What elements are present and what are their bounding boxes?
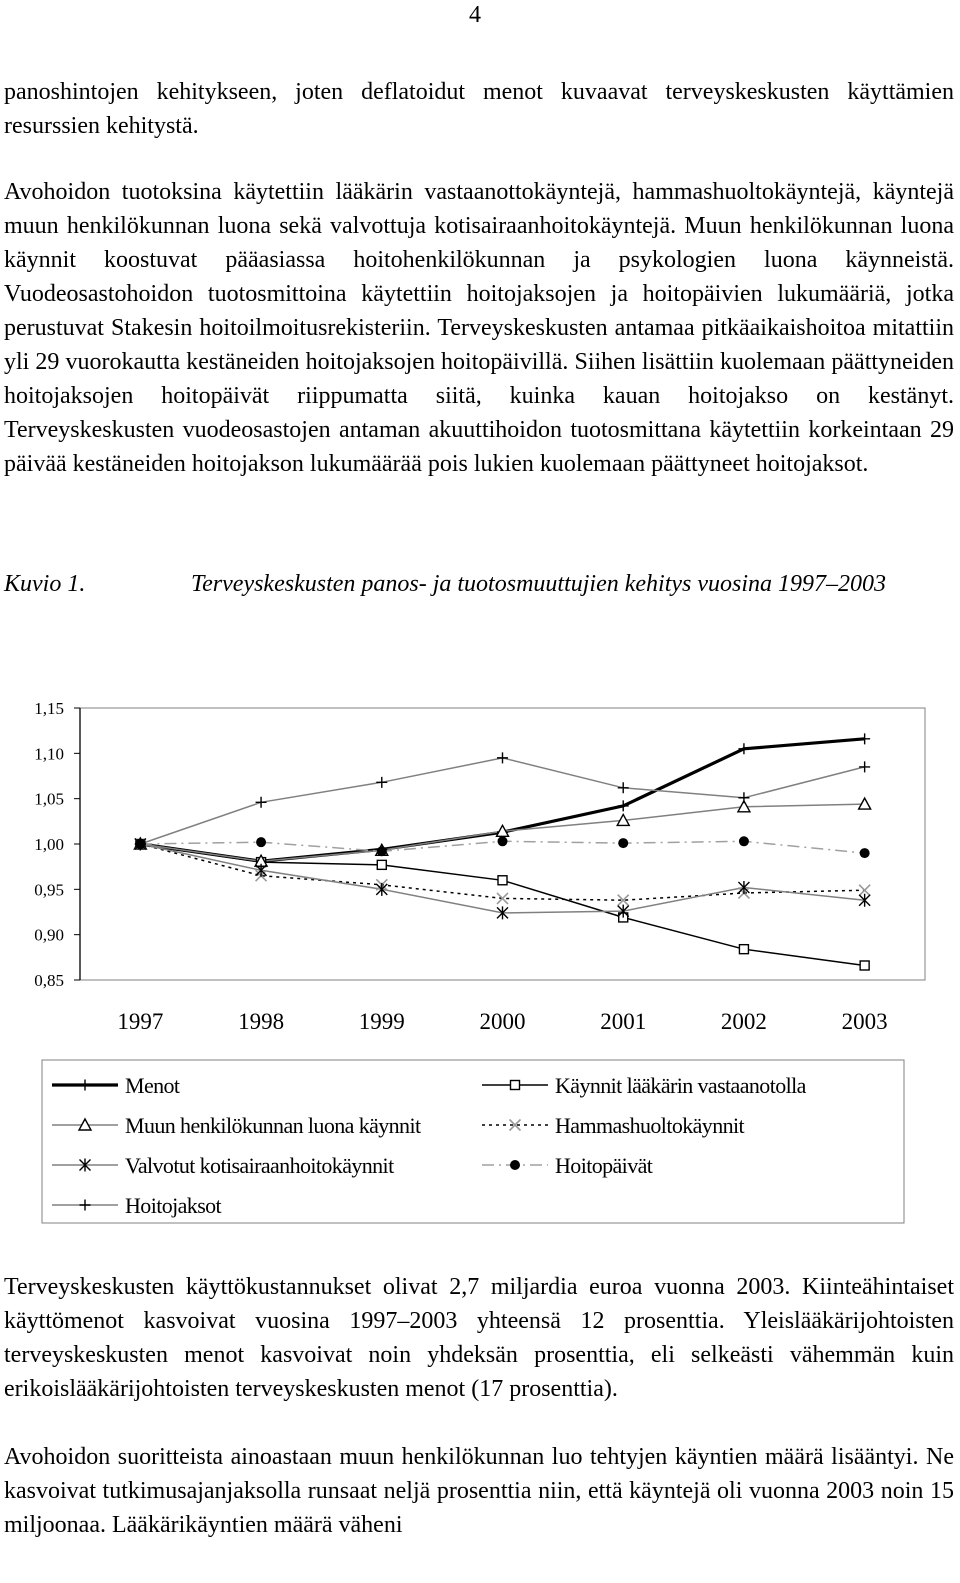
paragraph-4: Avohoidon suoritteista ainoastaan muun henkilökunnan luo tehtyjen käyntien määrä lisääntyi. Ne kasvoivat tutkimusajanjaksolla runsaat neljä prosenttia niin, että käyntejä oli vuonna 2003 noin 15 miljoonaa. Lääkärikäyntien määrä väheni xyxy=(4,1444,954,1538)
line-chart xyxy=(0,680,960,1240)
y-tick-label: 0,95 xyxy=(34,880,64,900)
series-2-point xyxy=(739,945,748,954)
series-6-point xyxy=(256,837,266,847)
legend-label: Valvotut kotisairaanhoitokäynnit xyxy=(125,1153,394,1178)
series-2-point xyxy=(860,961,869,970)
x-tick-label: 1998 xyxy=(238,1009,285,1034)
figure-title: Terveyskeskusten panos- ja tuotosmuuttujien kehitys vuosina 1997–2003 xyxy=(191,571,887,597)
series-6-point xyxy=(498,836,508,846)
series-6-point xyxy=(618,838,628,848)
series-7-point xyxy=(376,777,387,788)
series-7-point xyxy=(618,782,629,793)
x-tick-label: 2003 xyxy=(841,1009,888,1034)
paragraph-3: Terveyskeskusten käyttökustannukset olivat 2,7 miljardia euroa vuonna 2003. Kiinteähintaiset käyttömenot kasvoivat vuosina 1997–2003 yhteensä 12 prosenttia. Yleislääkärijohtoisten terveyskeskusten menot kasvoivat noin yhdeksän prosenttia, eli selkeästi vähemmän kuin erikoislääkärijohtoisten terveyskeskusten menot (17 prosenttia). xyxy=(4,1274,954,1402)
paragraph-1: panoshintojen kehitykseen, joten deflatoidut menot kuvaavat terveyskeskusten käyttämien resurssien kehitystä. xyxy=(4,79,954,139)
y-tick-label: 1,05 xyxy=(34,789,64,809)
x-tick-label: 2002 xyxy=(720,1009,767,1034)
y-tick-label: 1,10 xyxy=(34,744,64,764)
series-2-point xyxy=(377,860,386,869)
y-tick-label: 1,00 xyxy=(34,835,64,854)
y-tick-label: 1,15 xyxy=(34,699,64,718)
series-1-point xyxy=(859,733,870,744)
x-tick-label: 1999 xyxy=(358,1009,405,1034)
legend-label: Hoitopäivät xyxy=(555,1153,653,1178)
legend-label: Hammashuoltokäynnit xyxy=(555,1113,745,1138)
series-2-point xyxy=(498,876,507,885)
page-number-text: 4 xyxy=(469,2,481,28)
series-7-point xyxy=(497,752,508,763)
y-tick-label: 0,85 xyxy=(34,971,64,990)
legend-label: Hoitojaksot xyxy=(125,1193,222,1218)
series-7-point xyxy=(859,761,870,772)
series-6-point xyxy=(377,846,387,856)
series-6-point xyxy=(860,848,870,858)
x-tick-label: 2000 xyxy=(479,1009,526,1034)
series-1-point xyxy=(618,800,629,811)
series-7-point xyxy=(738,792,749,803)
page-number xyxy=(0,2,960,29)
x-tick-label: 1997 xyxy=(117,1009,164,1034)
series-1-point xyxy=(738,743,749,754)
series-4-line xyxy=(140,844,864,900)
series-6-point xyxy=(739,836,749,846)
legend-label: Muun henkilökunnan luona käynnit xyxy=(125,1113,421,1138)
y-tick-label: 0,90 xyxy=(34,925,64,945)
figure-label: Kuvio 1. xyxy=(4,571,86,597)
x-tick-label: 2001 xyxy=(600,1009,647,1034)
series-2-line xyxy=(140,844,864,966)
legend-label: Käynnit lääkärin vastaanotolla xyxy=(555,1073,806,1098)
legend-swatch-marker xyxy=(511,1081,520,1090)
paragraph-2: Avohoidon tuotoksina käytettiin lääkärin vastaanottokäyntejä, hammashuoltokäyntejä, käyntejä muun henkilökunnan luona sekä valvottuja kotisairaanhoitokäyntejä. Muun henkilökunnan luona käynnit koostuvat pääasiassa hoitohenkilökunnan ja psykologien luona käynneistä. Vuodeosastohoidon tuotosmittoina käytettiin hoitojaksojen ja hoitopäivien lukumääriä, jotka perustuvat Stakesin hoitoilmoitusrekisteriin. Terveyskeskusten antamaa pitkäaikaishoitoa mitattiin yli 29 vuorokautta kestäneiden hoitojaksojen hoitopäivillä. Siihen lisättiin kuolemaan päättyneiden hoitojaksojen hoitopäivät riippumatta siitä, kuinka kauan hoitojakso on kestänyt. Terveyskeskusten vuodeosastojen antaman akuuttihoidon tuotosmittana käytettiin korkeintaan 29 päivää kestäneiden hoitojakson lukumäärää pois lukien kuolemaan päättyneet hoitojaksot. xyxy=(4,179,954,477)
legend-swatch-marker xyxy=(510,1160,520,1170)
legend-label: Menot xyxy=(125,1073,180,1098)
series-7-point xyxy=(256,797,267,808)
